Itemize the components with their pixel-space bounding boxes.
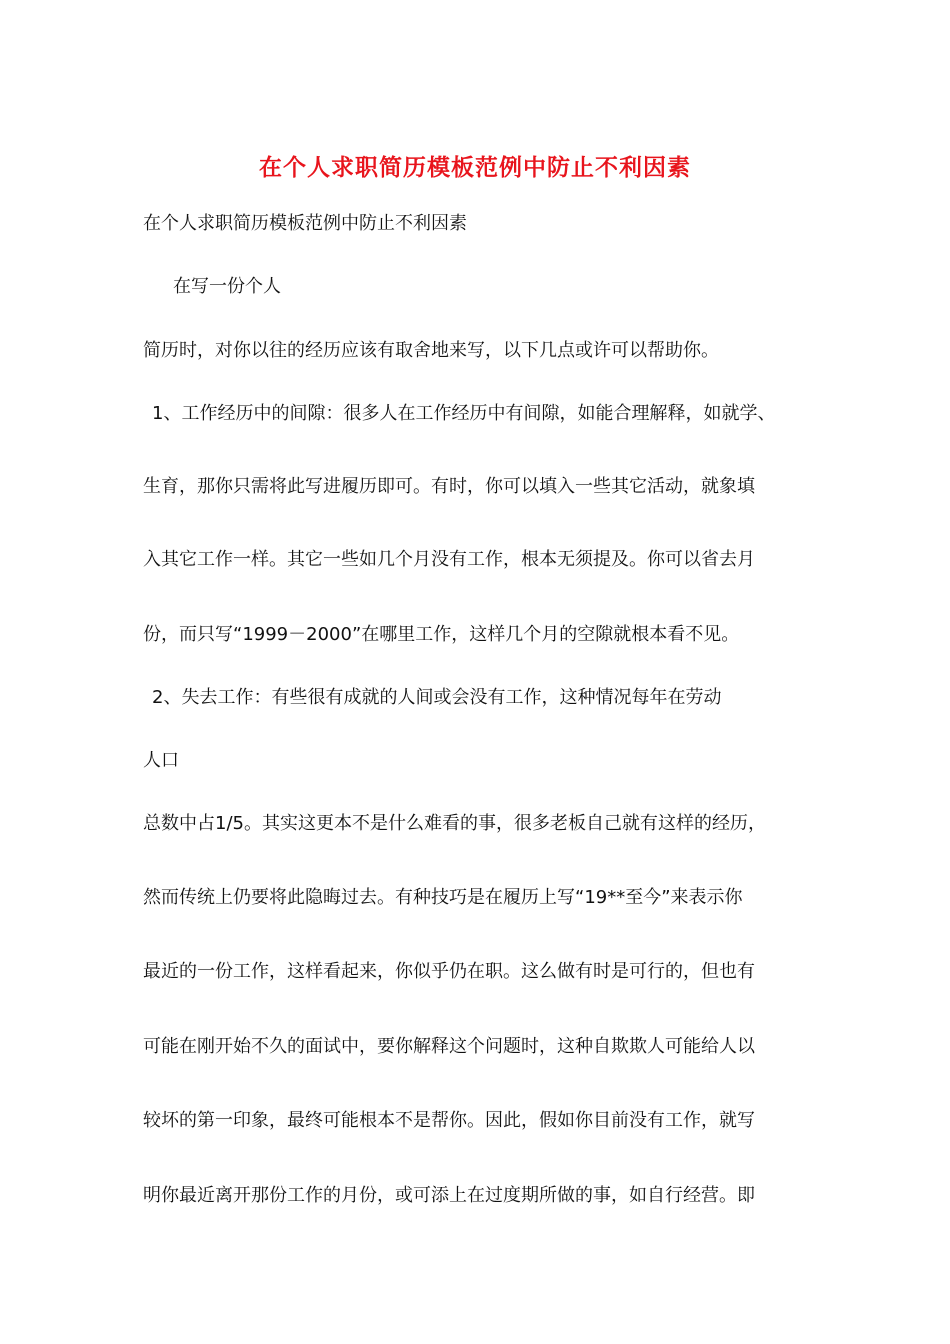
- paragraph-line: 然而传统上仍要将此隐晦过去。有种技巧是在履历上写“19**至今”来表示你: [143, 887, 743, 908]
- paragraph-line: 2、失去工作：有些很有成就的人间或会没有工作，这种情况每年在劳动: [152, 687, 722, 708]
- paragraph-line: 生育，那你只需将此写进履历即可。有时，你可以填入一些其它活动，就象填: [143, 476, 755, 497]
- paragraph-line: 总数中占1/5。其实这更本不是什么难看的事，很多老板自己就有这样的经历，: [143, 813, 766, 834]
- paragraph-line: 较坏的第一印象，最终可能根本不是帮你。因此，假如你目前没有工作，就写: [143, 1110, 755, 1131]
- paragraph-line: 入其它工作一样。其它一些如几个月没有工作，根本无须提及。你可以省去月: [143, 549, 755, 570]
- paragraph-line: 可能在刚开始不久的面试中，要你解释这个问题时，这种自欺欺人可能给人以: [143, 1036, 755, 1057]
- paragraph-line: 份，而只写“1999－2000”在哪里工作，这样几个月的空隙就根本看不见。: [143, 624, 740, 645]
- paragraph-line: 在写一份个人: [173, 276, 281, 297]
- paragraph-line: 在个人求职简历模板范例中防止不利因素: [143, 213, 467, 234]
- document-title: 在个人求职简历模板范例中防止不利因素: [259, 154, 691, 181]
- paragraph-line: 简历时，对你以往的经历应该有取舍地来写，以下几点或许可以帮助你。: [143, 340, 719, 361]
- paragraph-line: 明你最近离开那份工作的月份，或可添上在过度期所做的事，如自行经营。即: [143, 1185, 755, 1206]
- paragraph-line: 1、工作经历中的间隙：很多人在工作经历中有间隙，如能合理解释，如就学、: [152, 403, 776, 424]
- paragraph-line: 人口: [143, 750, 179, 771]
- paragraph-line: 最近的一份工作，这样看起来，你似乎仍在职。这么做有时是可行的，但也有: [143, 961, 755, 982]
